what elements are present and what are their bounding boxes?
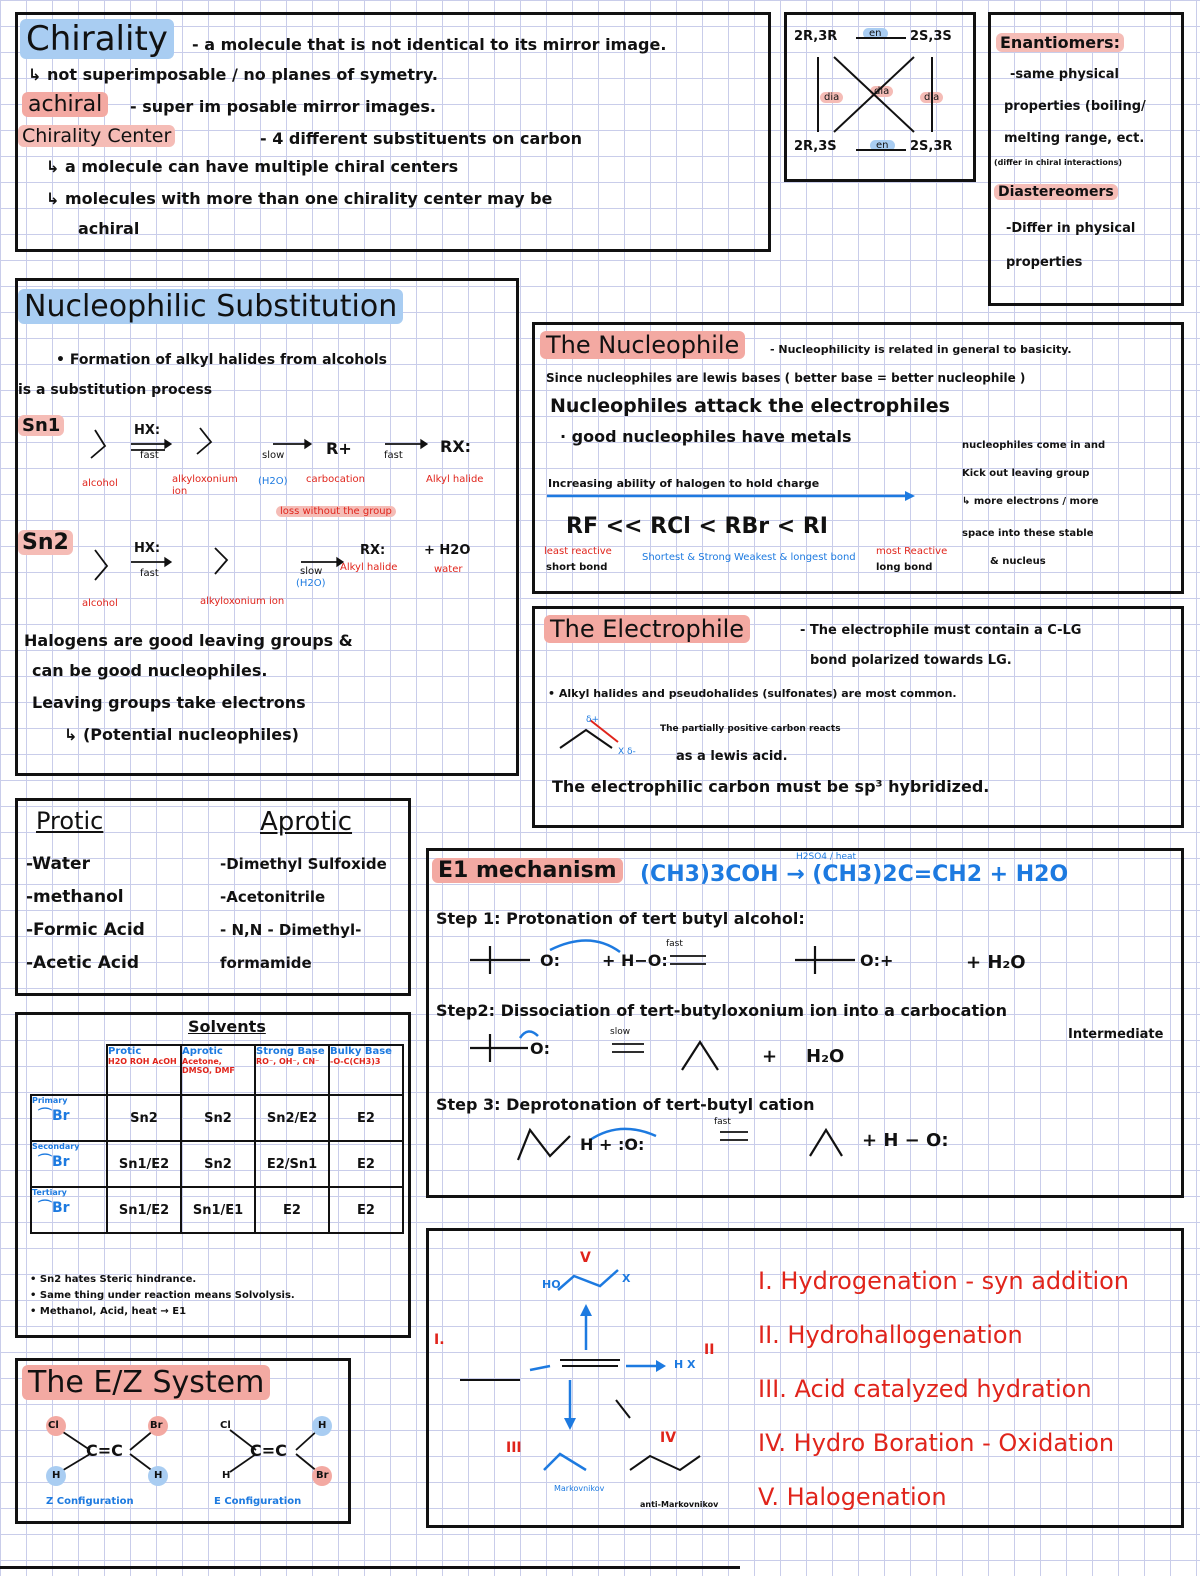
- enantiomers-line3: melting range, ect.: [1004, 131, 1145, 146]
- solvents-row-type: Tertiary: [32, 1188, 67, 1197]
- solvents-cell: E2: [329, 1141, 403, 1187]
- halogen-ability-arrow: [545, 490, 925, 502]
- weakest-longest-label: Weakest & longest bond: [734, 552, 856, 563]
- protic-item: -Water: [26, 854, 90, 874]
- short-bond-label: short bond: [546, 562, 608, 573]
- sn1-alcohol-label: alcohol: [82, 478, 118, 489]
- solvents-row-label: [31, 1095, 107, 1141]
- solvents-cell: E2/Sn1: [255, 1141, 329, 1187]
- bottom-rule: [0, 1566, 740, 1569]
- reaction-item: V. Halogenation: [758, 1483, 947, 1511]
- ez-drawings: [20, 1410, 340, 1490]
- least-reactive-label: least reactive: [544, 546, 612, 557]
- solvents-cell: Sn1/E2: [107, 1141, 181, 1187]
- solvents-header-label: Strong Base: [256, 1046, 325, 1057]
- nucleophile-line4: Increasing ability of halogen to hold charge: [548, 477, 820, 490]
- aprotic-list: [220, 848, 387, 980]
- chirality-line2: ↳ not superimposable / no planes of symetry.: [28, 65, 438, 84]
- nuc-sub-note1: Halogens are good leaving groups &: [24, 631, 353, 650]
- solvents-header-row: [31, 1045, 403, 1095]
- solvents-cell: Sn2: [181, 1095, 255, 1141]
- sn2-h2o: (H2O): [296, 578, 326, 589]
- solvents-note: • Same thing under reaction means Solvolysis.: [30, 1290, 295, 1301]
- svg-text:+ H − O:: + H − O:: [862, 1130, 949, 1151]
- e1-reagent: H2SO4 / heat: [796, 852, 857, 862]
- svg-text:H X: H X: [674, 1358, 696, 1371]
- diastereomers-title: Diastereomers: [994, 184, 1118, 200]
- nucleophile-right1: nucleophiles come in and: [962, 440, 1106, 451]
- stereo-dia-left: dia: [820, 92, 843, 104]
- markovnikov-label: Markovnikov: [554, 1484, 605, 1493]
- sn2-slow: slow: [300, 566, 323, 577]
- alkyl-bromide-structure: ⌒Br: [38, 1154, 70, 1170]
- stereo-bottom-right: 2S,3R: [910, 139, 953, 154]
- chirality-definition: - a molecule that is not identical to its mirror image.: [192, 35, 667, 54]
- solvents-header-cell: [181, 1045, 255, 1095]
- protic-item: -Acetic Acid: [26, 953, 139, 973]
- sn1-h2o: (H2O): [258, 476, 288, 487]
- sn2-oxonium-label: alkyloxonium ion: [200, 596, 285, 607]
- sn1-rx: RX:: [440, 437, 472, 456]
- sn2-note: loss without the group: [276, 506, 396, 518]
- nucleophile-right5: & nucleus: [990, 556, 1046, 567]
- solvents-header-sub: -O-C(CH3)3: [330, 1057, 381, 1066]
- nuc-sub-note3: Leaving groups take electrons: [32, 693, 306, 712]
- solvents-title: Solvents: [188, 1017, 266, 1036]
- sn1-fast: fast: [140, 450, 159, 461]
- ez-e-h-left: H: [222, 1470, 231, 1481]
- e1-step2: Step2: Dissociation of tert-butyloxonium ion into a carbocation: [436, 1001, 1007, 1020]
- nuc-sub-line2: is a substitution process: [18, 382, 213, 398]
- electrophile-note2: as a lewis acid.: [676, 749, 788, 764]
- solvents-header-cell: [107, 1045, 181, 1095]
- nuc-sub-note4: ↳ (Potential nucleophiles): [64, 725, 299, 744]
- solvents-header-sub: Acetone, DMSO, DMF: [182, 1057, 235, 1075]
- solvents-header-label: Aprotic: [182, 1046, 223, 1057]
- nuc-sub-note2: can be good nucleophiles.: [32, 661, 268, 680]
- sn1-alkyl-halide-label: Alkyl halide: [426, 474, 484, 485]
- svg-text:IV: IV: [660, 1430, 677, 1446]
- svg-text:+: +: [762, 1046, 778, 1067]
- electrophile-line1: • Alkyl halides and pseudohalides (sulfonates) are most common.: [548, 687, 957, 700]
- svg-text:V: V: [580, 1250, 591, 1266]
- nuc-sub-line1: • Formation of alkyl halides from alcohols: [56, 352, 387, 368]
- solvents-notes: [30, 1272, 295, 1320]
- aprotic-item: formamide: [220, 954, 312, 972]
- sn1-oxonium-label: alkyloxonium ion: [172, 474, 238, 497]
- nucleophile-line2: Nucleophiles attack the electrophiles: [550, 395, 950, 417]
- ez-e-label: E Configuration: [214, 1496, 302, 1507]
- nucleophile-right4: space into these stable: [962, 528, 1094, 539]
- polarized-bond-drawing: [556, 708, 656, 768]
- sn2-water-label: water: [434, 564, 463, 575]
- e1-equation: (CH3)3COH → (CH3)2C=CH2 + H2O: [640, 862, 1069, 887]
- enantiomers-line2: properties (boiling/: [1004, 99, 1146, 114]
- sn2-plus-h2o: + H2O: [424, 543, 471, 558]
- diastereomers-line2: properties: [1006, 255, 1083, 270]
- enantiomers-line4: (differ in chiral interactions): [994, 158, 1122, 167]
- e1-step3: Step 3: Deprotonation of tert-butyl cation: [436, 1095, 815, 1114]
- ez-z-br: Br: [150, 1420, 163, 1431]
- sn1-fast2: fast: [384, 450, 403, 461]
- electrophile-note1: The partially positive carbon reacts: [660, 724, 841, 734]
- chirality-center-def: - 4 different substituents on carbon: [260, 129, 583, 148]
- solvents-row-label: [31, 1187, 107, 1233]
- solvents-row-label: [31, 1141, 107, 1187]
- solvents-header-cell: [329, 1045, 403, 1095]
- solvents-cell: E2: [255, 1187, 329, 1233]
- protic-title: Protic: [36, 807, 104, 835]
- protic-item: -Formic Acid: [26, 920, 145, 940]
- nucleophile-right2: Kick out leaving group: [962, 468, 1090, 479]
- stereo-bottom-left: 2R,3S: [794, 139, 837, 154]
- solvents-header-label: Protic: [108, 1046, 142, 1057]
- e1-title: E1 mechanism: [432, 858, 623, 883]
- svg-text:δ+: δ+: [586, 715, 600, 725]
- reactions-diagram: [430, 1240, 740, 1525]
- solvents-cell: Sn1/E1: [181, 1187, 255, 1233]
- solvents-cell: E2: [329, 1187, 403, 1233]
- enantiomers-title: Enantiomers:: [996, 34, 1124, 52]
- protic-list: [26, 848, 145, 980]
- chirality-title: Chirality: [20, 20, 174, 59]
- alkyl-bromide-structure: ⌒Br: [38, 1200, 70, 1216]
- electrophile-line2: The electrophilic carbon must be sp³ hybridized.: [552, 777, 990, 796]
- e1-step1: Step 1: Protonation of tert butyl alcohol:: [436, 909, 805, 928]
- aprotic-title: Aprotic: [260, 807, 353, 837]
- nucleophile-line1: Since nucleophiles are lewis bases ( better base = better nucleophile ): [546, 371, 1026, 385]
- solvents-cell: Sn2/E2: [255, 1095, 329, 1141]
- solvents-row: [31, 1187, 403, 1233]
- sn-mechanism-drawings: [15, 400, 515, 620]
- reaction-item: I. Hydrogenation - syn addition: [758, 1267, 1130, 1295]
- chirality-sub2: ↳ molecules with more than one chirality center may be: [46, 189, 553, 208]
- sn2-alcohol-label: alcohol: [82, 598, 118, 609]
- long-bond-label: long bond: [876, 562, 933, 573]
- svg-text:HO: HO: [542, 1278, 561, 1291]
- stereo-top-left: 2R,3R: [794, 29, 838, 44]
- shortest-strong-label: Shortest & Strong: [642, 552, 732, 563]
- electrophile-side2: bond polarized towards LG.: [810, 653, 1012, 668]
- solvents-row: [31, 1095, 403, 1141]
- svg-text:O:+: O:+: [860, 951, 894, 970]
- sn2-alkyl-halide-label: Alkyl halide: [340, 562, 398, 573]
- sn1-carbocation-label: carbocation: [306, 474, 365, 485]
- svg-text:X: X: [622, 1272, 631, 1285]
- nucleophile-side: - Nucleophilicity is related in general to basicity.: [770, 343, 1072, 356]
- ez-z-center: C=C: [86, 1441, 123, 1460]
- e1-structures: [430, 930, 1180, 1190]
- protic-item: -methanol: [26, 887, 124, 907]
- reactions-list: [758, 1254, 1129, 1524]
- alkyl-bromide-structure: ⌒Br: [38, 1108, 70, 1124]
- solvents-corner-cell: [31, 1045, 107, 1095]
- enantiomers-line1: -same physical: [1010, 67, 1119, 82]
- anti-markovnikov-label: anti-Markovnikov: [640, 1500, 719, 1509]
- electrophile-side1: - The electrophile must contain a C-LG: [800, 623, 1082, 638]
- stereo-dia-right: dia: [920, 92, 943, 104]
- solvents-row: [31, 1141, 403, 1187]
- ez-e-h-top: H: [318, 1420, 327, 1431]
- stereo-top-en: en: [863, 28, 888, 40]
- solvents-header-label: Bulky Base: [330, 1046, 392, 1057]
- sn1-label: Sn1: [18, 416, 64, 437]
- aprotic-item: - N,N - Dimethyl-: [220, 921, 362, 939]
- ez-title: The E/Z System: [22, 1366, 270, 1401]
- ez-e-br: Br: [316, 1470, 329, 1481]
- ez-z-h-left: H: [52, 1470, 61, 1481]
- diastereomers-line1: -Differ in physical: [1006, 221, 1136, 236]
- sn1-r-plus: R+: [326, 439, 352, 458]
- svg-text:III: III: [506, 1440, 522, 1456]
- svg-text:O:: O:: [540, 951, 560, 970]
- halide-series: RF << RCl < RBr < RI: [566, 514, 828, 539]
- solvents-header-sub: H2O ROH AcOH: [108, 1057, 177, 1066]
- svg-text:H₂O: H₂O: [806, 1046, 845, 1067]
- svg-text:I.: I.: [434, 1332, 445, 1348]
- nucleophile-section: [532, 322, 1184, 594]
- sn1-hx: HX:: [134, 423, 161, 438]
- nucleophile-line3: · good nucleophiles have metals: [560, 427, 852, 446]
- solvents-cell: Sn2: [107, 1095, 181, 1141]
- chirality-sub1: ↳ a molecule can have multiple chiral centers: [46, 157, 459, 176]
- stereo-arrows: [784, 12, 976, 182]
- solvents-note: • Methanol, Acid, heat → E1: [30, 1306, 187, 1317]
- chirality-center-term: Chirality Center: [18, 126, 175, 148]
- svg-text:+ H−O:: + H−O:: [602, 951, 668, 970]
- electrophile-title: The Electrophile: [544, 616, 750, 644]
- stereo-bottom-en: en: [870, 140, 895, 152]
- solvents-note: • Sn2 hates Steric hindrance.: [30, 1274, 197, 1285]
- svg-text:O:: O:: [530, 1039, 550, 1058]
- most-reactive-label: most Reactive: [876, 546, 948, 557]
- reaction-item: IV. Hydro Boration - Oxidation: [758, 1429, 1115, 1457]
- achiral-definition: - super im posable mirror images.: [130, 97, 436, 116]
- solvents-row-type: Secondary: [32, 1142, 80, 1151]
- ez-z-label: Z Configuration: [46, 1496, 134, 1507]
- nuc-sub-title: Nucleophilic Substitution: [18, 290, 403, 325]
- svg-text:X δ-: X δ-: [618, 747, 636, 757]
- nucleophile-right3: ↳ more electrons / more: [962, 496, 1099, 507]
- aprotic-item: -Dimethyl Sulfoxide: [220, 855, 387, 873]
- solvents-header-sub: RO⁻, OH⁻, CN⁻: [256, 1057, 320, 1066]
- solvents-cell: Sn2: [181, 1141, 255, 1187]
- stereo-dia-center: dia: [870, 86, 893, 98]
- svg-text:H + :O:: H + :O:: [580, 1135, 645, 1154]
- solvents-header-cell: [255, 1045, 329, 1095]
- sn2-hx: HX:: [134, 541, 161, 556]
- ez-e-center: C=C: [250, 1441, 287, 1460]
- achiral-term: achiral: [22, 92, 108, 117]
- svg-text:+ H₂O: + H₂O: [966, 952, 1026, 973]
- svg-text:II: II: [704, 1342, 715, 1358]
- ez-e-cl: Cl: [220, 1420, 231, 1431]
- solvents-cell: Sn1/E2: [107, 1187, 181, 1233]
- svg-text:fast: fast: [666, 939, 683, 949]
- reaction-item: III. Acid catalyzed hydration: [758, 1375, 1092, 1403]
- nucleophile-title: The Nucleophile: [540, 332, 745, 360]
- chirality-sub2b: achiral: [78, 219, 140, 238]
- ez-z-h-right: H: [154, 1470, 163, 1481]
- sn1-slow: slow: [262, 450, 285, 461]
- sn2-rx: RX:: [360, 543, 386, 558]
- sn2-label: Sn2: [18, 530, 73, 555]
- svg-text:slow: slow: [610, 1027, 631, 1037]
- reaction-item: II. Hydrohallogenation: [758, 1321, 1023, 1349]
- e1-step2b: Intermediate: [1068, 1027, 1164, 1042]
- stereo-top-right: 2S,3S: [910, 29, 952, 44]
- svg-text:fast: fast: [714, 1117, 731, 1127]
- solvents-row-type: Primary: [32, 1096, 68, 1105]
- solvents-table: [30, 1044, 404, 1234]
- ez-z-cl: Cl: [48, 1420, 59, 1431]
- aprotic-item: -Acetonitrile: [220, 888, 326, 906]
- solvents-cell: E2: [329, 1095, 403, 1141]
- sn2-fast: fast: [140, 568, 159, 579]
